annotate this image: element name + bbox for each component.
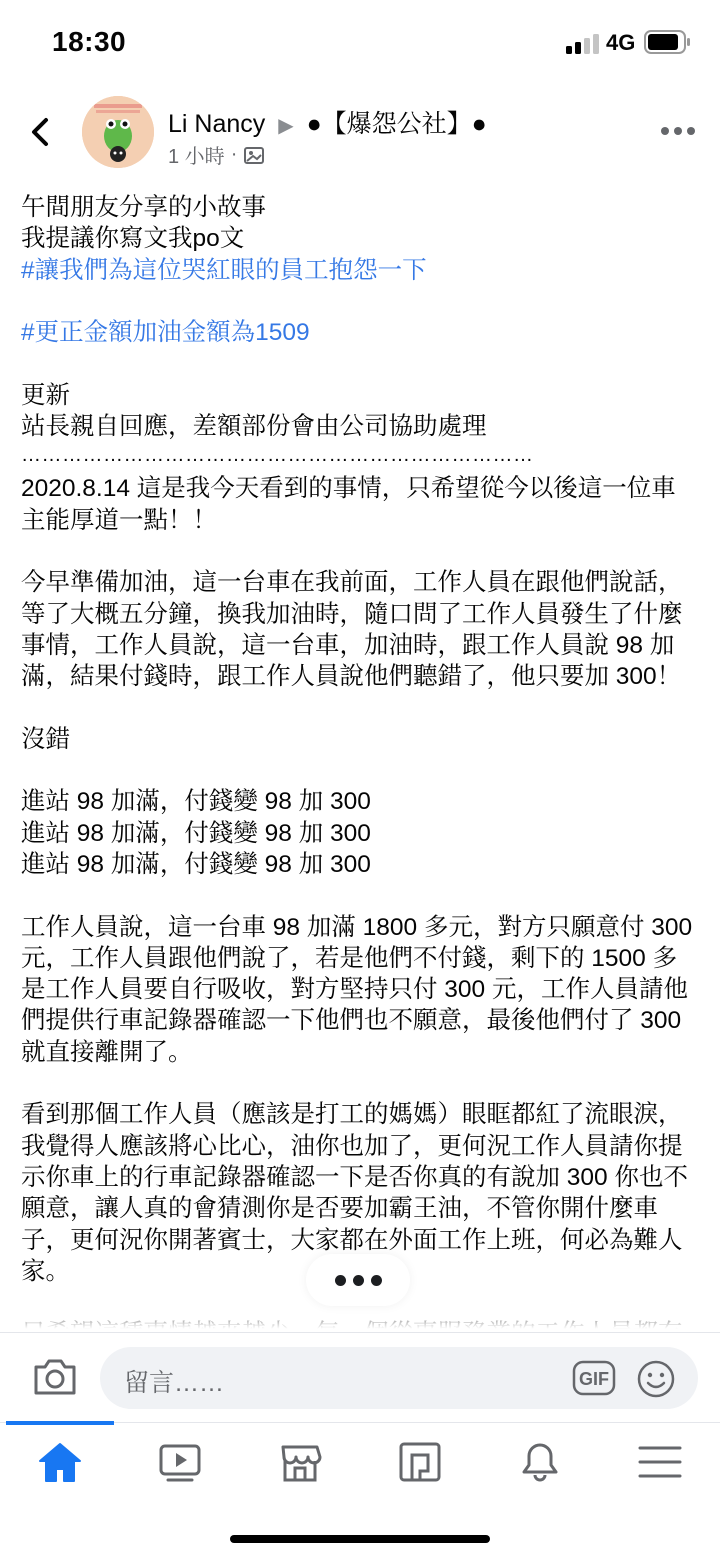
svg-text:GIF: GIF xyxy=(579,1369,609,1389)
gif-icon[interactable] xyxy=(572,1360,616,1396)
triangle-right-icon: ▶ xyxy=(278,115,294,137)
post-body xyxy=(21,192,701,1350)
blank-line xyxy=(21,348,701,379)
post-text-line: 午間朋友分享的小故事 xyxy=(21,194,266,221)
hashtag-link[interactable]: #更正金額加油金額為1509 xyxy=(21,319,310,347)
post-text-line: 我覺得人應該將心比心，油你也加了，更何況工作人員請你提 xyxy=(21,1132,683,1160)
post-text-line: 工作人員說，這一台車 98 加滿 1800 多元，對方只願意付 300 xyxy=(21,913,693,941)
home-icon[interactable] xyxy=(38,1441,82,1483)
network-type: 4G xyxy=(606,30,636,55)
signal-icon xyxy=(566,32,602,54)
post-text-line: 就直接離開了。 xyxy=(21,1038,193,1066)
post-text-line: 沒錯 xyxy=(21,725,70,753)
meta-separator: · xyxy=(230,143,238,165)
blank-line xyxy=(21,755,701,786)
nav-active-indicator xyxy=(6,1421,114,1425)
avatar-frog-image xyxy=(82,96,154,168)
post-text-line: 子，更何況你開著賓士，大家都在外面工作上班，何必為難人 xyxy=(21,1226,683,1254)
dotted-divider: ………………………………………………………………… xyxy=(21,450,534,465)
post-meta xyxy=(168,140,265,169)
post-text-line: 主能厚道一點！！ xyxy=(21,506,217,534)
avatar[interactable] xyxy=(82,96,154,168)
author-name[interactable]: Li Nancy xyxy=(168,110,266,138)
back-icon[interactable] xyxy=(26,114,56,150)
post-title xyxy=(168,104,487,140)
see-more-button[interactable] xyxy=(306,1254,410,1306)
post-text-line: 們提供行車記錄器確認一下他們也不願意，最後他們付了 300 xyxy=(21,1007,682,1035)
groups-icon[interactable] xyxy=(398,1441,442,1483)
comment-input[interactable] xyxy=(100,1347,698,1409)
post-text-line: 等了大概五分鐘，換我加油時，隨口問了工作人員發生了什麼 xyxy=(21,600,683,628)
blank-line xyxy=(21,286,701,317)
comment-placeholder: 留言…… xyxy=(124,1369,225,1397)
more-icon[interactable] xyxy=(660,126,696,136)
dot xyxy=(353,1275,364,1286)
blank-line xyxy=(21,880,701,911)
marketplace-icon[interactable] xyxy=(278,1441,322,1483)
dot xyxy=(371,1275,382,1286)
status-bar xyxy=(0,0,720,88)
home-indicator xyxy=(230,1535,490,1543)
blank-line xyxy=(21,536,701,567)
status-time: 18:30 xyxy=(52,26,127,57)
photo-icon xyxy=(243,144,265,166)
post-header xyxy=(0,92,720,172)
post-text-line: 看到那個工作人員（應該是打工的媽媽）眼眶都紅了流眼淚， xyxy=(21,1101,683,1129)
post-text-line: 是工作人員要自行吸收，對方堅持只付 300 元，工作人員請他 xyxy=(21,976,688,1004)
post-text-line: 今早準備加油，這一台車在我前面，工作人員在跟他們說話， xyxy=(21,569,683,597)
post-text-line: 事情，工作人員說，這一台車，加油時，跟工作人員說 98 加 xyxy=(21,631,675,659)
post-text-line: 更新 xyxy=(21,381,70,409)
post-text-line: 進站 98 加滿，付錢變 98 加 300 xyxy=(21,788,371,816)
camera-icon[interactable] xyxy=(32,1355,78,1397)
post-text-line: 進站 98 加滿，付錢變 98 加 300 xyxy=(21,850,371,878)
bottom-nav xyxy=(0,1422,720,1502)
comment-bar xyxy=(0,1332,720,1422)
blank-line xyxy=(21,692,701,723)
post-text-line: 元，工作人員跟他們說了，若是他們不付錢，剩下的 1500 多 xyxy=(21,944,678,972)
battery-icon xyxy=(644,30,690,54)
menu-icon[interactable] xyxy=(638,1441,682,1483)
blank-line xyxy=(21,1068,701,1099)
post-text-line: 家。 xyxy=(21,1257,70,1285)
post-text-line: 進站 98 加滿，付錢變 98 加 300 xyxy=(21,819,371,847)
post-text-line: 滿，結果付錢時，跟工作人員說他們聽錯了，他只要加 300！ xyxy=(21,663,682,691)
post-text-line: 2020.8.14 這是我今天看到的事情，只希望從今以後這一位車 xyxy=(21,475,676,503)
dot xyxy=(335,1275,346,1286)
watch-icon[interactable] xyxy=(158,1441,202,1483)
notifications-icon[interactable] xyxy=(518,1441,562,1483)
post-text-line: 願意，讓人真的會猜測你是否要加霸王油，不管你開什麼車 xyxy=(21,1195,658,1223)
post-text-line: 站長親自回應，差額部份會由公司協助處理 xyxy=(21,413,487,441)
hashtag-link[interactable]: #讓我們為這位哭紅眼的員工抱怨一下 xyxy=(21,256,427,284)
post-time[interactable]: 1 小時 xyxy=(168,146,225,168)
emoji-icon[interactable] xyxy=(636,1359,676,1399)
post-text-line: 示你車上的行車記錄器確認一下是否你真的有說加 300 你也不 xyxy=(21,1163,688,1191)
post-text-line: 我提議你寫文我po文 xyxy=(21,225,245,253)
group-name[interactable]: ●【爆怨公社】● xyxy=(306,110,487,138)
